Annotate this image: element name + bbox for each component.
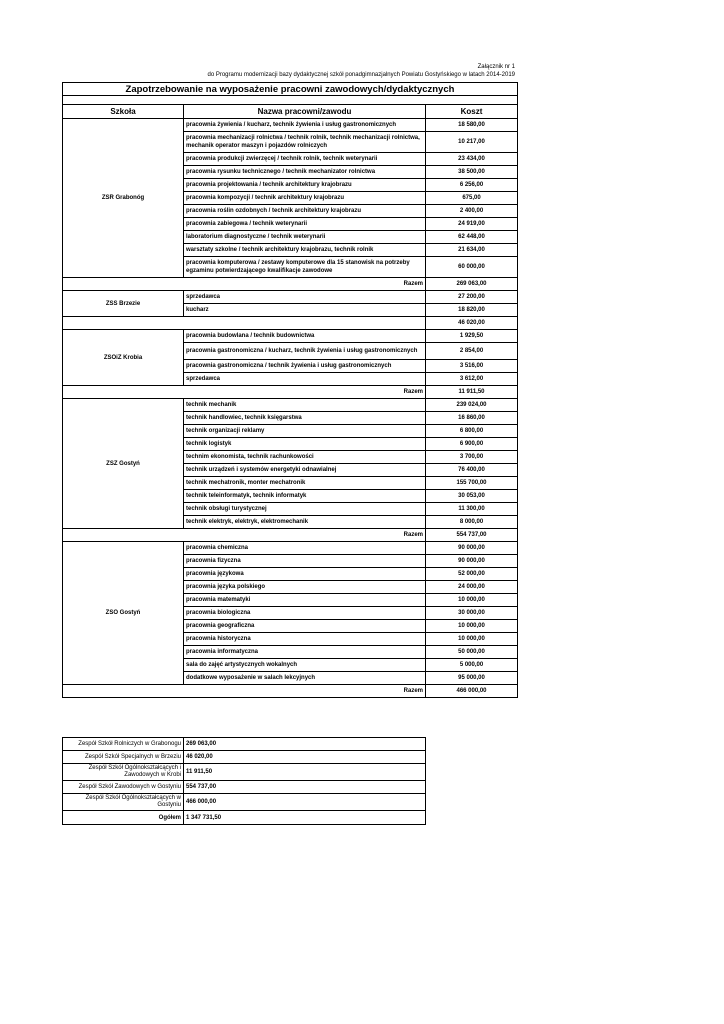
cost-cell: 6 900,00 [426,438,518,451]
cost-cell: 18 820,00 [426,304,518,317]
total-value: 46 020,00 [426,317,518,330]
workshop-name-cell: pracownia żywienia / kucharz, technik żywienia i usług gastronomicznych [184,119,426,132]
workshop-name-cell: sala do zajęć artystycznych wokalnych [184,659,426,672]
school-cell: ZSR Grabonóg [63,119,184,278]
cost-cell: 10 000,00 [426,594,518,607]
summary-value: 554 737,00 [184,781,426,794]
table-row [63,399,518,412]
workshop-name-cell: technik teleinformatyk, technik informatyk [184,490,426,503]
total-value: 554 737,00 [426,529,518,542]
summary-value: 46 020,00 [184,751,426,764]
total-row [63,317,518,330]
column-header-name: Nazwa pracowni/zawodu [184,105,426,119]
workshop-name-cell: pracownia budowlana / technik budownictwa [184,330,426,343]
workshop-name-cell: kucharz [184,304,426,317]
workshop-name-cell: pracownia kompozycji / technik architektury krajobrazu [184,192,426,205]
school-cell: ZSS Brzezie [63,291,184,317]
workshop-name-cell: pracownia rysunku technicznego / technik mechanizator rolnictwa [184,166,426,179]
workshop-name-cell: technim ekonomista, technik rachunkowości [184,451,426,464]
annex-label: Załącznik nr 1 [477,64,515,70]
total-value: 466 000,00 [426,685,518,698]
workshop-name-cell: technik organizacji reklamy [184,425,426,438]
workshop-name-cell: pracownia fizyczna [184,555,426,568]
workshop-name-cell: pracownia językowa [184,568,426,581]
cost-cell: 10 000,00 [426,633,518,646]
cost-cell: 21 634,00 [426,244,518,257]
requirements-table [62,82,518,698]
cost-cell: 30 000,00 [426,607,518,620]
cost-cell: 24 000,00 [426,581,518,594]
workshop-name-cell: pracownia roślin ozdobnych / technik architektury krajobrazu [184,205,426,218]
workshop-name-cell: pracownia projektowania / technik architektury krajobrazu [184,179,426,192]
workshop-name-cell: pracownia języka polskiego [184,581,426,594]
cost-cell: 11 300,00 [426,503,518,516]
cost-cell: 3 700,00 [426,451,518,464]
summary-school-name: Zespół Szkół Zawodowych w Gostyniu [63,781,184,794]
cost-cell: 24 919,00 [426,218,518,231]
table-row [63,542,518,555]
workshop-name-cell: pracownia komputerowa / zestawy komputerowe dla 15 stanowisk na potrzeby egzaminu potwierdzającego kwalifikacje zawodowe [184,257,426,278]
cost-cell: 6 256,00 [426,179,518,192]
cost-cell: 30 053,00 [426,490,518,503]
workshop-name-cell: pracownia gastronomiczna / technik żywienia i usług gastronomicznych [184,360,426,373]
total-row [63,529,518,542]
total-label [63,317,426,330]
cost-cell: 8 000,00 [426,516,518,529]
workshop-name-cell: pracownia gastronomiczna / kucharz, technik żywienia i usług gastronomicznych [184,343,426,360]
workshop-name-cell: pracownia historyczna [184,633,426,646]
summary-total-value: 1 347 731,50 [184,811,426,825]
total-value: 269 063,00 [426,278,518,291]
total-label: Razem [63,278,426,291]
workshop-name-cell: warsztaty szkolne / technik architektury krajobrazu, technik rolnik [184,244,426,257]
workshop-name-cell: technik obsługi turystycznej [184,503,426,516]
summary-table [62,737,426,825]
total-row [63,278,518,291]
workshop-name-cell: technik mechanik [184,399,426,412]
column-header-cost: Koszt [426,105,518,119]
table-row [63,291,518,304]
workshop-name-cell: technik urządzeń i systemów energetyki odnawialnej [184,464,426,477]
table-title: Zapotrzebowanie na wyposażenie pracowni zawodowych/dydaktycznych [63,83,518,96]
workshop-name-cell: pracownia mechanizacji rolnictwa / technik rolnik, technik mechanizacji rolnictwa, mechanik operator maszyn i pojazdów rolniczych [184,132,426,153]
workshop-name-cell: technik handlowiec, technik księgarstwa [184,412,426,425]
total-value: 11 911,50 [426,386,518,399]
summary-row [63,751,426,764]
workshop-name-cell: pracownia geograficzna [184,620,426,633]
cost-cell: 2 400,00 [426,205,518,218]
school-cell: ZSOiZ Krobia [63,330,184,386]
school-cell: ZSZ Gostyń [63,399,184,529]
summary-value: 269 063,00 [184,738,426,751]
cost-cell: 6 800,00 [426,425,518,438]
spacer-row [63,96,518,105]
summary-school-name: Zespół Szkół Ogólnokształcących i Zawodowych w Krobi [63,764,184,781]
workshop-name-cell: laboratorium diagnostyczne / technik weterynarii [184,231,426,244]
cost-cell: 16 860,00 [426,412,518,425]
school-cell: ZSO Gostyń [63,542,184,685]
cost-cell: 3 612,00 [426,373,518,386]
summary-school-name: Zespół Szkół Specjalnych w Brzeziu [63,751,184,764]
cost-cell: 95 000,00 [426,672,518,685]
table-row [63,119,518,132]
summary-row [63,794,426,811]
table-row [63,330,518,343]
program-reference: do Programu modernizacji bazy dydaktycznej szkół ponadgimnazjalnych Powiatu Gostyńskiego w latach 2014-2019 [207,72,515,78]
workshop-name-cell: dodatkowe wyposażenie w salach lekcyjnych [184,672,426,685]
cost-cell: 60 000,00 [426,257,518,278]
cost-cell: 23 434,00 [426,153,518,166]
total-label: Razem [63,529,426,542]
cost-cell: 76 400,00 [426,464,518,477]
workshop-name-cell: technik mechatronik, monter mechatronik [184,477,426,490]
cost-cell: 27 200,00 [426,291,518,304]
summary-total-row [63,811,426,825]
cost-cell: 675,00 [426,192,518,205]
workshop-name-cell: pracownia chemiczna [184,542,426,555]
cost-cell: 18 580,00 [426,119,518,132]
summary-row [63,781,426,794]
cost-cell: 90 000,00 [426,555,518,568]
cost-cell: 90 000,00 [426,542,518,555]
cost-cell: 3 516,00 [426,360,518,373]
workshop-name-cell: sprzedawca [184,291,426,304]
workshop-name-cell: pracownia zabiegowa / technik weterynarii [184,218,426,231]
summary-row [63,738,426,751]
cost-cell: 52 000,00 [426,568,518,581]
workshop-name-cell: pracownia informatyczna [184,646,426,659]
cost-cell: 239 024,00 [426,399,518,412]
workshop-name-cell: technik elektryk, elektryk, elektromechanik [184,516,426,529]
column-header-school: Szkoła [63,105,184,119]
workshop-name-cell: pracownia biologiczna [184,607,426,620]
cost-cell: 155 700,00 [426,477,518,490]
total-label: Razem [63,386,426,399]
summary-value: 466 000,00 [184,794,426,811]
workshop-name-cell: pracownia produkcji zwierzęcej / technik rolnik, technik weterynarii [184,153,426,166]
cost-cell: 5 000,00 [426,659,518,672]
cost-cell: 50 000,00 [426,646,518,659]
cost-cell: 10 000,00 [426,620,518,633]
cost-cell: 2 854,00 [426,343,518,360]
workshop-name-cell: sprzedawca [184,373,426,386]
workshop-name-cell: pracownia matematyki [184,594,426,607]
cost-cell: 62 448,00 [426,231,518,244]
summary-value: 11 911,50 [184,764,426,781]
summary-school-name: Zespół Szkół Ogólnokształcących w Gostyniu [63,794,184,811]
cost-cell: 38 500,00 [426,166,518,179]
workshop-name-cell: technik logistyk [184,438,426,451]
total-label: Razem [63,685,426,698]
summary-school-name: Zespół Szkół Rolniczych w Grabonogu [63,738,184,751]
total-row [63,386,518,399]
cost-cell: 1 929,50 [426,330,518,343]
total-row [63,685,518,698]
cost-cell: 10 217,00 [426,132,518,153]
summary-total-label: Ogółem [63,811,184,825]
summary-row [63,764,426,781]
